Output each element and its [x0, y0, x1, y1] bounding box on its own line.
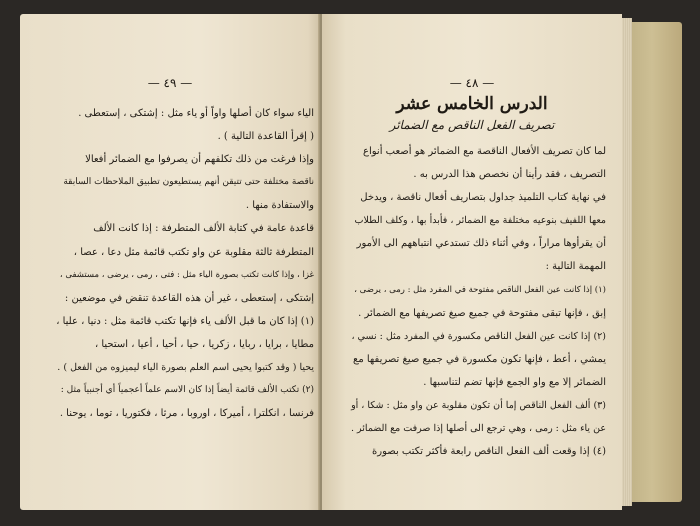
- book-back-cover: [632, 22, 682, 502]
- text-line: غزا ، وإذا كانت تكتب بصورة الياء مثل : فتى ، رمى ، يرضى ، مستشفى ،: [59, 269, 314, 280]
- text-line: (٢) إذا كانت عين الفعل الناقص مكسورة في المفرد مثل : نسي ،: [351, 330, 606, 342]
- text-line: يمشي ، أعط ، فإنها تكون مكسورة في جميع صيغ تصريفها مع: [353, 353, 606, 365]
- text-line: (٣) ألف الفعل الناقص إما أن تكون مقلوبة عن واو مثل : شكا ، أو: [351, 400, 606, 412]
- text-line: ناقصة مختلفة حتى تتيقن أنهم يستطيعون تطبيق الملاحظات السابقة: [63, 177, 314, 188]
- text-line: إشتكى ، إستعطى ، غير أن هذه القاعدة تنقض في موضعين :: [64, 292, 314, 304]
- text-line: التصريف ، فقد رأينا أن نخصص هذا الدرس به .: [413, 169, 606, 181]
- left-page: [20, 14, 320, 510]
- text-line: المهمة التالية :: [545, 261, 606, 273]
- text-line: (١) إذا كان ما قبل الألف ياء فإنها تكتب قائمة مثل : دنيا ، عليا ،: [56, 315, 314, 327]
- text-line: في نهاية كتاب التلميذ جداول بتصاريف أفعال ناقصة ، ويدخل: [360, 192, 606, 204]
- text-line: قاعدة عامة في كتابة الألف المتطرفة : إذا كانت الألف: [93, 223, 314, 235]
- left-page-number: — ٤٩ —: [147, 76, 193, 90]
- lesson-title: الدرس الخامس عشر: [396, 94, 548, 114]
- text-line: الضمائر إلا مع واو الجمع فإنها تضم لتناسبها .: [423, 376, 606, 388]
- text-line: الياء سواء كان أصلها واواً أو ياء مثل : إشتكى ، إستعطى .: [78, 108, 314, 119]
- text-line: إبق ، فإنها تبقى مفتوحة في جميع صيغ تصريفها مع الضمائر .: [358, 307, 606, 319]
- right-page: [322, 14, 622, 510]
- text-line: (٤) إذا وقعت ألف الفعل الناقص رابعة فأكثر تكتب بصورة: [372, 446, 606, 458]
- text-line: أن يقرأوها مراراً ، وفي أثناء ذلك تستدعي انتباههم الى الأمور: [356, 238, 606, 250]
- right-page-text: [344, 140, 606, 463]
- text-line: يحيا ( وقد كتبوا يحيى اسم العلم بصورة الياء ليميزوه من الفعل ) .: [57, 362, 314, 374]
- right-page-number: — ٤٨ —: [449, 76, 495, 90]
- text-line: (١) إذا كانت عين الفعل الناقص مفتوحة في المفرد مثل : رمى ، يرضى ،: [354, 284, 606, 295]
- text-line: لما كان تصريف الأفعال الناقصة مع الضمائر هو أصعب أنواع: [363, 146, 606, 157]
- text-line: والاستفادة منها .: [245, 200, 314, 212]
- text-line: وإذا فرغت من ذلك تكلفهم أن يصرفوا مع الضمائر أفعالا: [85, 154, 314, 166]
- text-line: معها اللفيف بنوعيه مختلفة مع الضمائر ، فأبدأ بها ، وكلف الطلاب: [354, 215, 606, 227]
- lesson-subtitle: تصريف الفعل الناقص مع الضمائر: [389, 118, 555, 132]
- page-edges: [622, 18, 632, 506]
- text-line: فرنسا ، انكلترا ، أميركا ، اوروبا ، مرثا ، فكتوريا ، توما ، يوحنا .: [59, 408, 314, 420]
- text-line: مطايا ، برايا ، ربايا ، زكريا ، حيا ، أحيا ، أعيا ، استحيا ،: [94, 338, 314, 350]
- text-line: ( إقرأ القاعدة التالية ) .: [217, 131, 314, 143]
- text-line: عن ياء مثل : رمى ، وهي ترجع الى أصلها إذا صرفت مع الضمائر .: [351, 423, 606, 435]
- text-line: المتطرفة ثالثة مقلوبة عن واو تكتب قائمة مثل دعا ، عصا ،: [73, 246, 314, 258]
- text-line: (٢) تكتب الألف قائمة أيضاً إذا كان الاسم علماً أعجمياً أي أجنبياً مثل :: [60, 385, 314, 396]
- left-page-text: [56, 102, 314, 425]
